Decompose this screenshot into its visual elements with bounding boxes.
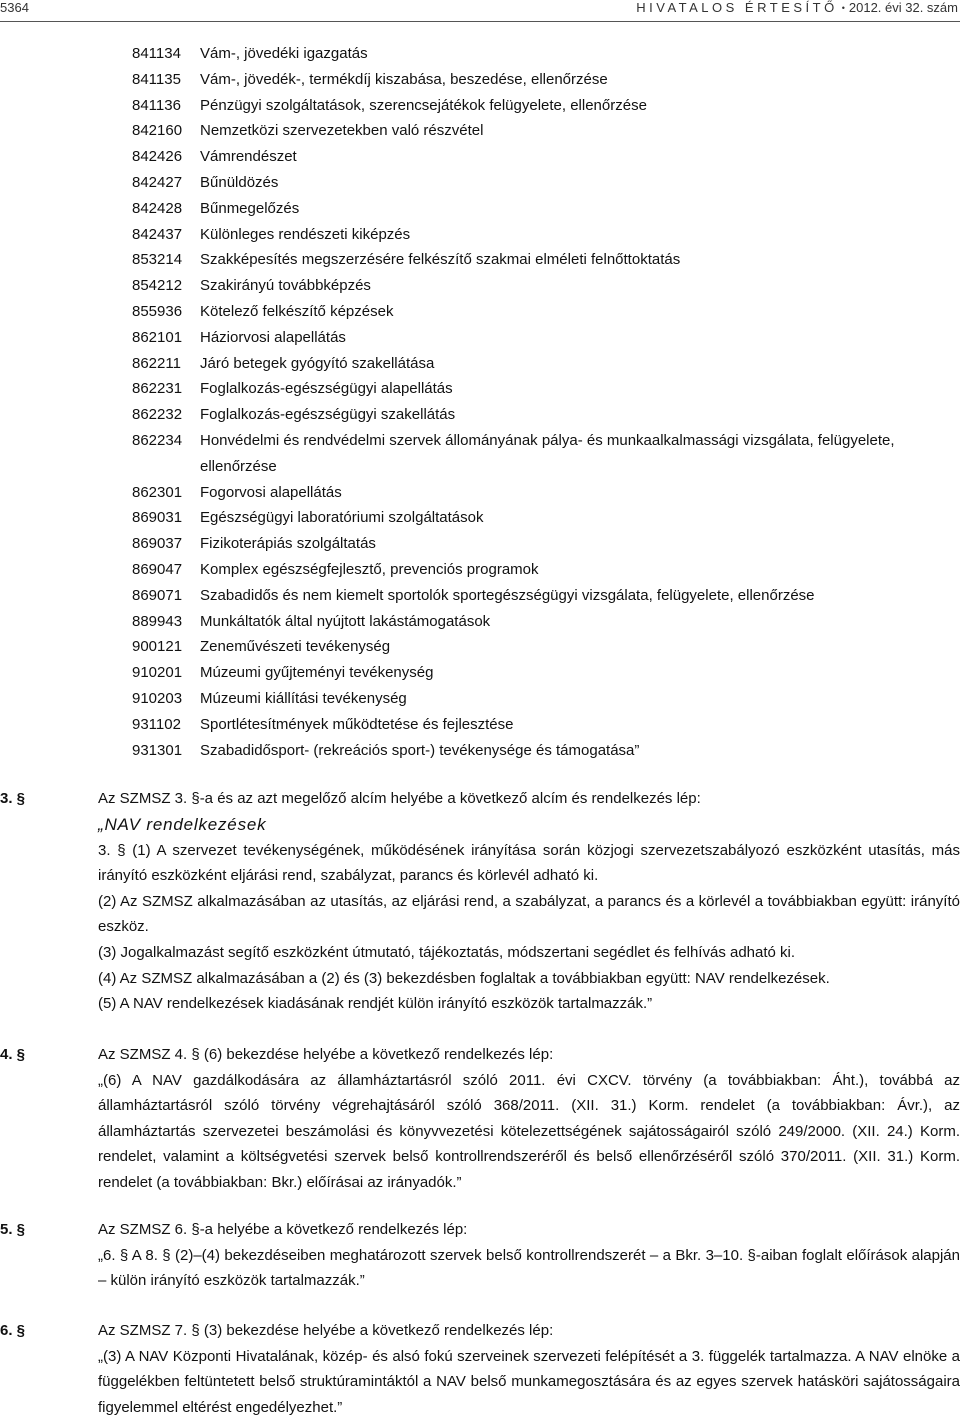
activity-code: 842428: [132, 199, 183, 217]
activity-description: Munkáltatók által nyújtott lakástámogatások: [200, 612, 491, 630]
activity-description: Fizikoterápiás szolgáltatás: [200, 535, 376, 553]
code-row: [132, 480, 960, 506]
section-intro: Az SZMSZ 6. §-a helyébe a következő rendelkezés lép:: [98, 1221, 468, 1238]
section-intro: Az SZMSZ 3. §-a és az azt megelőző alcím helyébe a következő alcím és rendelkezés lép:: [98, 790, 701, 807]
activity-description: Pénzügyi szolgáltatások, szerencsejátékok felügyelete, ellenőrzése: [200, 96, 647, 114]
code-row: [132, 738, 960, 764]
code-row: [132, 428, 960, 480]
activity-code: 853214: [132, 251, 183, 269]
activity-code: 862101: [132, 328, 183, 346]
code-row: [132, 299, 960, 325]
separator-dot: •: [841, 3, 845, 13]
code-row: [132, 67, 960, 93]
activity-code: 862234: [132, 431, 183, 449]
code-row: [132, 712, 960, 738]
paragraph: (2) Az SZMSZ alkalmazásában az utasítás, az eljárási rend, a szabályzat, a parancs és a körlevél a továbbiakban együtt: irányító eszköz.: [98, 892, 960, 936]
code-row: [132, 402, 960, 428]
activity-description: Komplex egészségfejlesztő, prevenciós programok: [200, 560, 539, 578]
paragraph: (5) A NAV rendelkezések kiadásának rendjét külön irányító eszközök tartalmazzák.”: [98, 995, 653, 1013]
code-row: [132, 196, 960, 222]
activity-description: Szabadidős és nem kiemelt sportolók sportegészségügyi vizsgálata, felügyelete, ellenőrzése: [200, 586, 815, 604]
activity-description: Kötelező felkészítő képzések: [200, 302, 394, 320]
activity-description: Foglalkozás-egészségügyi szakellátás: [200, 406, 456, 424]
paragraph: (4) Az SZMSZ alkalmazásában a (2) és (3) bekezdésben foglaltak a továbbiakban együtt: NAV rendelkezések.: [98, 969, 830, 987]
activity-description: Múzeumi kiállítási tevékenység: [200, 689, 407, 707]
activity-code: 910201: [132, 664, 183, 682]
code-row: [132, 505, 960, 531]
code-row: [132, 557, 960, 583]
activity-description: Sportlétesítmények működtetése és fejlesztése: [200, 715, 514, 733]
activity-description: Szakképesítés megszerzésére felkészítő szakmai elméleti felnőttoktatás: [200, 251, 681, 269]
activity-code: 841134: [132, 45, 181, 62]
activity-code: 869071: [132, 586, 183, 604]
code-row: [132, 660, 960, 686]
activity-code: 862211: [132, 354, 181, 372]
activity-code: 889943: [132, 612, 183, 630]
activity-description: Bűnüldözés: [200, 173, 279, 191]
activity-description: Fogorvosi alapellátás: [200, 483, 342, 501]
paragraph: (3) Jogalkalmazást segítő eszközként útmutató, tájékoztatás, módszertani segédlet és felhívás adható ki.: [98, 943, 796, 961]
activity-description: Egészségügyi laboratóriumi szolgáltatások: [200, 509, 484, 527]
activity-description: Vám-, jövedéki igazgatás: [200, 45, 368, 62]
activity-code: 862301: [132, 483, 183, 501]
activity-code: 841136: [132, 96, 181, 114]
activity-code: 862231: [132, 380, 183, 398]
section-3: [0, 786, 960, 1017]
subsection-heading: „NAV rendelkezések: [98, 814, 267, 834]
activity-code: 900121: [132, 638, 183, 656]
activity-code: 931102: [132, 715, 181, 733]
activity-code: 854212: [132, 277, 183, 295]
code-row: [132, 686, 960, 712]
activity-description: Szakirányú továbbképzés: [200, 277, 371, 295]
code-row: [132, 93, 960, 119]
paragraph: „(6) A NAV gazdálkodására az államháztartásról szóló 2011. évi CXCV. törvény (a továbbiakban: Áht.), továbbá az államháztartásról szóló törvény végrehajtásáról szóló 368/2011. (XII. 31.) Korm. rendelet (a továbbiakban: Ávr.), az államháztartás szervezetei beszámolási és könyvvezetési kötelezettségének sajátosságairól szóló 249/2000. (XII. 24.) Korm. rendelet, valamint a költségvetési szervek belső kontrollrendszeréről és belső ellenőrzéséről szóló 370/2011. (XII. 31.) Korm. rendelet (a továbbiakban: Bkr.) előírásai az irányadók.”: [98, 1071, 960, 1191]
code-row: [132, 170, 960, 196]
code-row: [132, 41, 960, 67]
journal-title: HIVATALOS ÉRTESÍTŐ: [636, 0, 838, 15]
code-row: [132, 144, 960, 170]
activity-description: Háziorvosi alapellátás: [200, 328, 346, 346]
paragraph: „(3) A NAV Központi Hivatalának, közép- és alsó fokú szerveinek szervezeti felépítését a 3. függelék tartalmazza. A NAV elnöke a függelékben feltüntetett belső struktúramintáktól a NAV belső munkamegosztására és az egyes szervek hatásköri sajátosságaira figyelemmel eltérést engedélyezhet.”: [98, 1347, 960, 1416]
code-row: [132, 325, 960, 351]
code-row: [132, 376, 960, 402]
activity-code: 842160: [132, 122, 183, 140]
code-row: [132, 531, 960, 557]
paragraph: „6. § A 8. § (2)–(4) bekezdéseiben meghatározott szervek belső kontrollrendszerét – a Bkr. 3–10. §-aiban foglalt előírások alapján – külön irányító eszközök tartalmazzák.”: [98, 1246, 960, 1290]
running-title: [636, 0, 958, 16]
activity-description: Járó betegek gyógyító szakellátása: [200, 354, 435, 372]
code-row: [132, 634, 960, 660]
activity-description: Honvédelmi és rendvédelmi szervek állományának pálya- és munkaalkalmassági vizsgálata, felügyelete, ellenőrzése: [200, 431, 895, 475]
code-row: [132, 247, 960, 273]
section-4: [0, 1042, 960, 1196]
activity-code: 869047: [132, 560, 183, 578]
section-number: 4. §: [0, 1046, 26, 1063]
activity-code: 931301: [132, 741, 183, 759]
activity-description: Vám-, jövedék-, termékdíj kiszabása, beszedése, ellenőrzése: [200, 70, 608, 88]
activity-code: 842427: [132, 173, 183, 191]
activity-description: Szabadidősport- (rekreációs sport-) tevékenysége és támogatása”: [200, 741, 640, 759]
code-row: [132, 222, 960, 248]
issue-label: 2012. évi 32. szám: [848, 0, 958, 15]
section-number: 5. §: [0, 1221, 26, 1238]
activity-description: Zeneművészeti tevékenység: [200, 638, 391, 656]
code-row: [132, 583, 960, 609]
page-header: [0, 0, 960, 20]
activity-code-list: [132, 41, 960, 763]
activity-code: 862232: [132, 406, 183, 424]
activity-code: 869037: [132, 535, 183, 553]
activity-description: Múzeumi gyűjteményi tevékenység: [200, 664, 434, 682]
section-number: 6. §: [0, 1322, 26, 1339]
activity-description: Különleges rendészeti kiképzés: [200, 225, 411, 243]
activity-code: 842426: [132, 148, 183, 166]
activity-description: Foglalkozás-egészségügyi alapellátás: [200, 380, 453, 398]
code-row: [132, 273, 960, 299]
section-5: [0, 1217, 960, 1294]
section-intro: Az SZMSZ 4. § (6) bekezdése helyébe a következő rendelkezés lép:: [98, 1046, 554, 1063]
code-row: [132, 351, 960, 377]
section-intro: Az SZMSZ 7. § (3) bekezdése helyébe a következő rendelkezés lép:: [98, 1322, 554, 1339]
activity-description: Nemzetközi szervezetekben való részvétel: [200, 122, 484, 140]
header-rule: [0, 21, 960, 22]
section-6: [0, 1318, 960, 1420]
activity-description: Bűnmegelőzés: [200, 199, 300, 217]
section-number: 3. §: [0, 790, 26, 807]
activity-code: 855936: [132, 302, 183, 320]
code-row: [132, 609, 960, 635]
activity-code: 869031: [132, 509, 183, 527]
code-row: [132, 118, 960, 144]
activity-code: 842437: [132, 225, 183, 243]
page-number: 5364: [0, 0, 29, 15]
activity-description: Vámrendészet: [200, 148, 297, 166]
paragraph: 3. § (1) A szervezet tevékenységének, működésének irányítása során közjogi szervezetszabályozó eszközként utasítás, más irányító eszközként eljárási rend, szabályzat, parancs és körlevél adható ki.: [98, 841, 960, 885]
activity-code: 841135: [132, 70, 181, 88]
activity-code: 910203: [132, 689, 183, 707]
